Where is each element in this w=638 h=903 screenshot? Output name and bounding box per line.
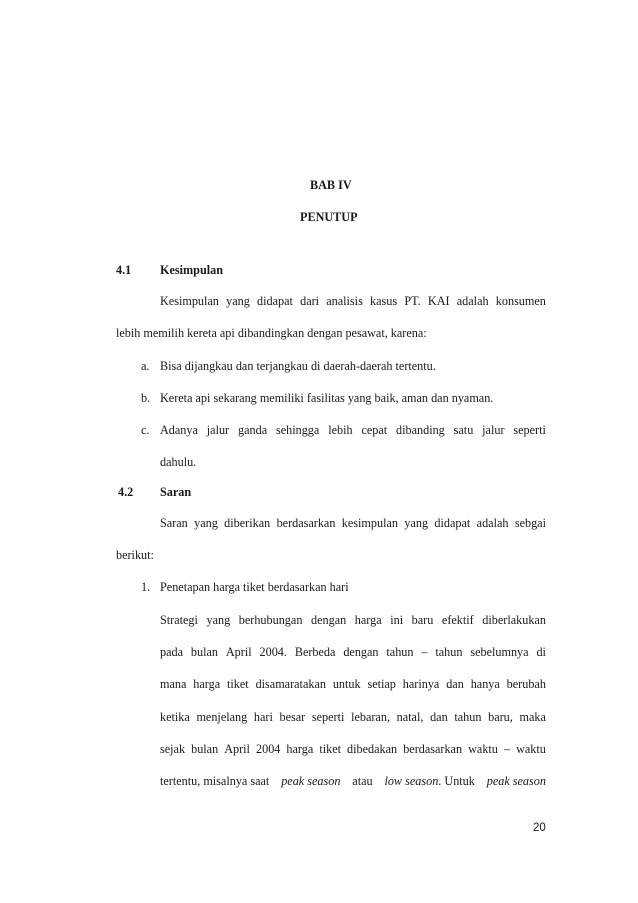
list-marker: c. xyxy=(141,423,150,437)
list-item-text: Kereta api sekarang memiliki fasilitas yang baik, aman dan nyaman. xyxy=(160,391,494,405)
paragraph-line: mana harga tiket disamaratakan untuk setiap harinya dan hanya berubah xyxy=(160,677,546,691)
section-title: Saran xyxy=(160,485,192,499)
list-item-text: Bisa dijangkau dan terjangkau di daerah-daerah tertentu. xyxy=(160,359,436,373)
page-number: 20 xyxy=(533,822,546,834)
paragraph-line: pada bulan April 2004. Berbeda dengan tahun – tahun sebelumnya di xyxy=(160,645,546,659)
chapter-title: PENUTUP xyxy=(300,210,358,224)
list-marker: a. xyxy=(141,359,150,373)
list-marker: 1. xyxy=(141,580,151,594)
section-title: Kesimpulan xyxy=(160,263,223,277)
list-item-text: dahulu. xyxy=(160,455,197,469)
paragraph-line: Saran yang diberikan berdasarkan kesimpulan yang didapat adalah sebgai xyxy=(160,516,546,530)
section-number: 4.2 xyxy=(118,485,134,499)
section-number: 4.1 xyxy=(116,263,132,277)
paragraph-line: sejak bulan April 2004 harga tiket dibedakan berdasarkan waktu – waktu xyxy=(160,742,546,756)
paragraph-line: Kesimpulan yang didapat dari analisis kasus PT. KAI adalah konsumen xyxy=(160,294,546,308)
list-item-text: Adanya jalur ganda sehingga lebih cepat dibanding satu jalur seperti xyxy=(160,423,546,437)
list-marker: b. xyxy=(141,391,151,405)
paragraph-line: lebih memilih kereta api dibandingkan dengan pesawat, karena: xyxy=(116,326,427,340)
paragraph-line: tertentu, misalnya saat peak season atau low season. Untuk peak season xyxy=(160,774,546,788)
chapter-label: BAB IV xyxy=(310,178,352,192)
list-item-heading: Penetapan harga tiket berdasarkan hari xyxy=(160,580,349,594)
paragraph-line: Strategi yang berhubungan dengan harga ini baru efektif diberlakukan xyxy=(160,613,546,627)
paragraph-line: berikut: xyxy=(116,548,154,562)
paragraph-line: ketika menjelang hari besar seperti lebaran, natal, dan tahun baru, maka xyxy=(160,710,546,724)
